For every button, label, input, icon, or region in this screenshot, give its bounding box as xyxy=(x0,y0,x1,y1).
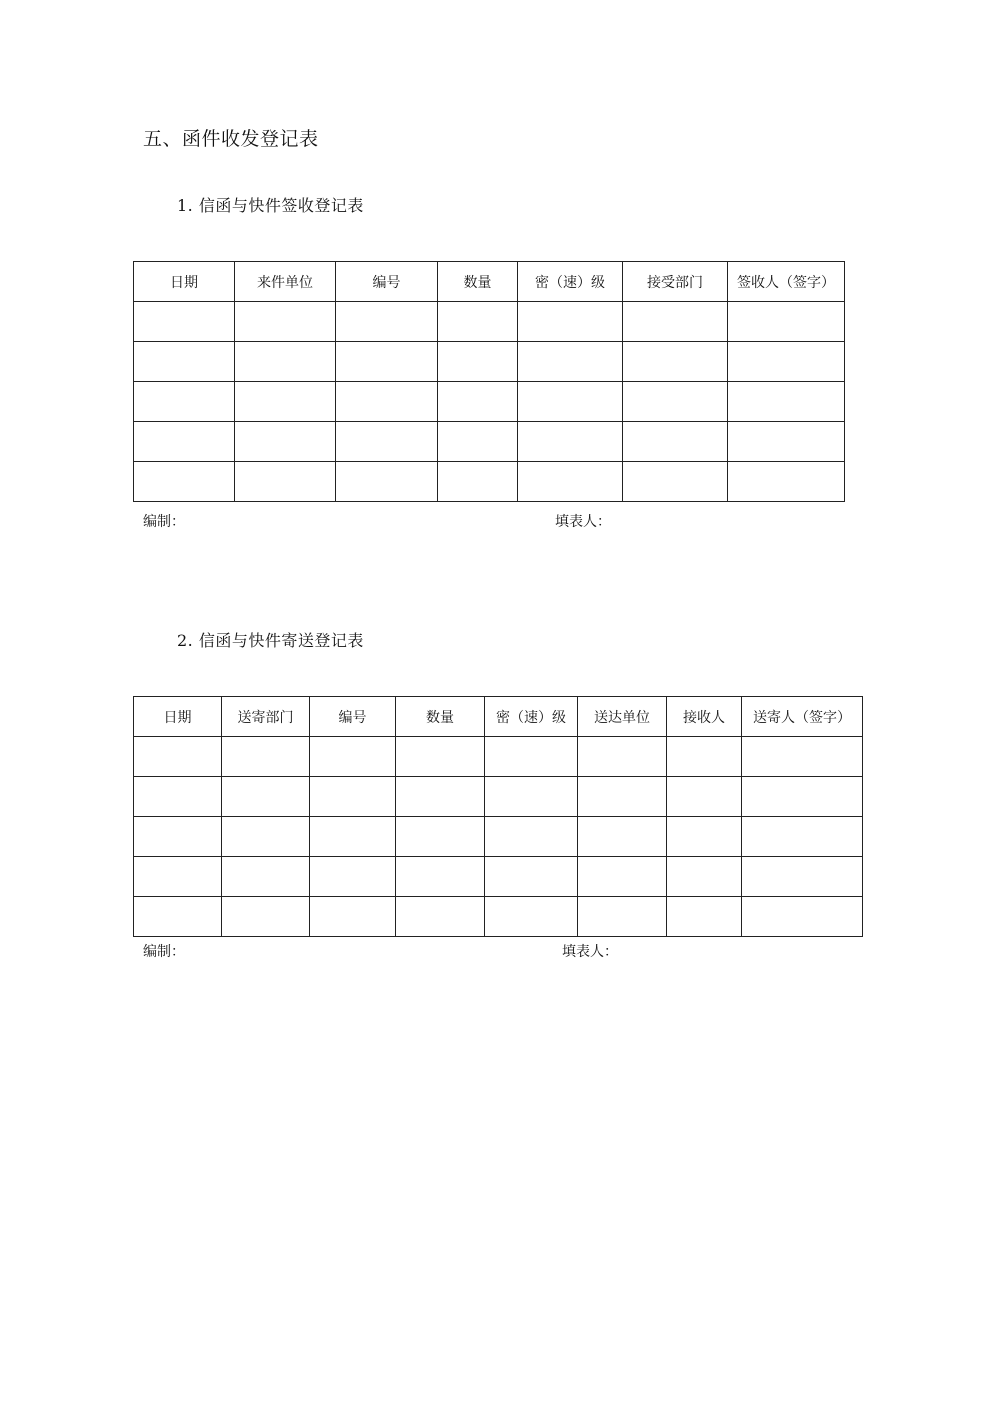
table-body xyxy=(134,737,863,937)
entry-cell[interactable] xyxy=(578,817,667,857)
entry-cell[interactable] xyxy=(134,302,235,342)
entry-cell[interactable] xyxy=(310,777,396,817)
header-confidentiality: 密（速）级 xyxy=(518,262,623,302)
entry-cell[interactable] xyxy=(518,462,623,502)
entry-cell[interactable] xyxy=(134,817,222,857)
entry-cell[interactable] xyxy=(623,462,728,502)
table-header-row xyxy=(134,262,845,302)
table-row xyxy=(134,382,845,422)
entry-cell[interactable] xyxy=(518,342,623,382)
entry-cell[interactable] xyxy=(438,342,518,382)
entry-cell[interactable] xyxy=(438,382,518,422)
entry-cell[interactable] xyxy=(742,897,863,937)
entry-cell[interactable] xyxy=(485,857,578,897)
entry-cell[interactable] xyxy=(222,897,310,937)
entry-cell[interactable] xyxy=(235,422,336,462)
entry-cell[interactable] xyxy=(396,737,485,777)
entry-cell[interactable] xyxy=(222,777,310,817)
table-body xyxy=(134,302,845,502)
entry-cell[interactable] xyxy=(728,422,845,462)
entry-cell[interactable] xyxy=(336,462,438,502)
entry-cell[interactable] xyxy=(623,382,728,422)
header-quantity: 数量 xyxy=(396,697,485,737)
entry-cell[interactable] xyxy=(485,817,578,857)
entry-cell[interactable] xyxy=(336,382,438,422)
table-row xyxy=(134,462,845,502)
entry-cell[interactable] xyxy=(623,422,728,462)
entry-cell[interactable] xyxy=(728,342,845,382)
entry-cell[interactable] xyxy=(623,342,728,382)
filler-label: 填表人： xyxy=(555,514,611,530)
entry-cell[interactable] xyxy=(336,342,438,382)
section-title: 五、函件收发登记表 xyxy=(143,128,319,150)
table-row xyxy=(134,422,845,462)
entry-cell[interactable] xyxy=(134,737,222,777)
filler-label: 填表人： xyxy=(562,944,618,960)
entry-cell[interactable] xyxy=(578,897,667,937)
table-row xyxy=(134,897,863,937)
entry-cell[interactable] xyxy=(310,897,396,937)
entry-cell[interactable] xyxy=(728,462,845,502)
table-row xyxy=(134,342,845,382)
header-signer: 签收人（签字） xyxy=(728,262,845,302)
entry-cell[interactable] xyxy=(134,777,222,817)
entry-cell[interactable] xyxy=(667,817,742,857)
entry-cell[interactable] xyxy=(235,382,336,422)
entry-cell[interactable] xyxy=(222,817,310,857)
entry-cell[interactable] xyxy=(222,857,310,897)
entry-cell[interactable] xyxy=(578,777,667,817)
compiler-label: 编制： xyxy=(143,944,185,960)
header-receiving-dept: 接受部门 xyxy=(623,262,728,302)
header-date: 日期 xyxy=(134,697,222,737)
compiler-label: 编制： xyxy=(143,514,185,530)
entry-cell[interactable] xyxy=(667,737,742,777)
entry-cell[interactable] xyxy=(134,462,235,502)
entry-cell[interactable] xyxy=(438,302,518,342)
entry-cell[interactable] xyxy=(235,302,336,342)
entry-cell[interactable] xyxy=(623,302,728,342)
entry-cell[interactable] xyxy=(485,777,578,817)
entry-cell[interactable] xyxy=(310,817,396,857)
sign-in-register-table xyxy=(133,261,845,502)
table-1-title: 1. 信函与快件签收登记表 xyxy=(177,196,364,215)
entry-cell[interactable] xyxy=(518,302,623,342)
entry-cell[interactable] xyxy=(742,857,863,897)
table-row xyxy=(134,857,863,897)
entry-cell[interactable] xyxy=(235,462,336,502)
entry-cell[interactable] xyxy=(222,737,310,777)
entry-cell[interactable] xyxy=(310,737,396,777)
header-destination-unit: 送达单位 xyxy=(578,697,667,737)
table-2-title: 2. 信函与快件寄送登记表 xyxy=(177,631,364,650)
header-confidentiality: 密（速）级 xyxy=(485,697,578,737)
table-row xyxy=(134,777,863,817)
table-header-row xyxy=(134,697,863,737)
header-sender-unit: 来件单位 xyxy=(235,262,336,302)
header-number: 编号 xyxy=(310,697,396,737)
table-row xyxy=(134,817,863,857)
entry-cell[interactable] xyxy=(578,857,667,897)
table-row xyxy=(134,302,845,342)
entry-cell[interactable] xyxy=(518,422,623,462)
header-sender-signer: 送寄人（签字） xyxy=(742,697,863,737)
entry-cell[interactable] xyxy=(485,737,578,777)
entry-cell[interactable] xyxy=(728,302,845,342)
entry-cell[interactable] xyxy=(134,342,235,382)
entry-cell[interactable] xyxy=(336,422,438,462)
entry-cell[interactable] xyxy=(485,897,578,937)
entry-cell[interactable] xyxy=(235,342,336,382)
entry-cell[interactable] xyxy=(396,857,485,897)
table-row xyxy=(134,737,863,777)
entry-cell[interactable] xyxy=(396,897,485,937)
entry-cell[interactable] xyxy=(667,777,742,817)
entry-cell[interactable] xyxy=(742,737,863,777)
entry-cell[interactable] xyxy=(134,857,222,897)
entry-cell[interactable] xyxy=(667,857,742,897)
header-sending-dept: 送寄部门 xyxy=(222,697,310,737)
entry-cell[interactable] xyxy=(310,857,396,897)
entry-cell[interactable] xyxy=(336,302,438,342)
entry-cell[interactable] xyxy=(134,897,222,937)
header-recipient: 接收人 xyxy=(667,697,742,737)
header-number: 编号 xyxy=(336,262,438,302)
header-quantity: 数量 xyxy=(438,262,518,302)
entry-cell[interactable] xyxy=(742,777,863,817)
entry-cell[interactable] xyxy=(728,382,845,422)
entry-cell[interactable] xyxy=(134,382,235,422)
entry-cell[interactable] xyxy=(396,817,485,857)
entry-cell[interactable] xyxy=(396,777,485,817)
entry-cell[interactable] xyxy=(742,817,863,857)
dispatch-register-table xyxy=(133,696,863,937)
header-date: 日期 xyxy=(134,262,235,302)
entry-cell[interactable] xyxy=(667,897,742,937)
entry-cell[interactable] xyxy=(134,422,235,462)
entry-cell[interactable] xyxy=(438,462,518,502)
entry-cell[interactable] xyxy=(578,737,667,777)
entry-cell[interactable] xyxy=(438,422,518,462)
entry-cell[interactable] xyxy=(518,382,623,422)
